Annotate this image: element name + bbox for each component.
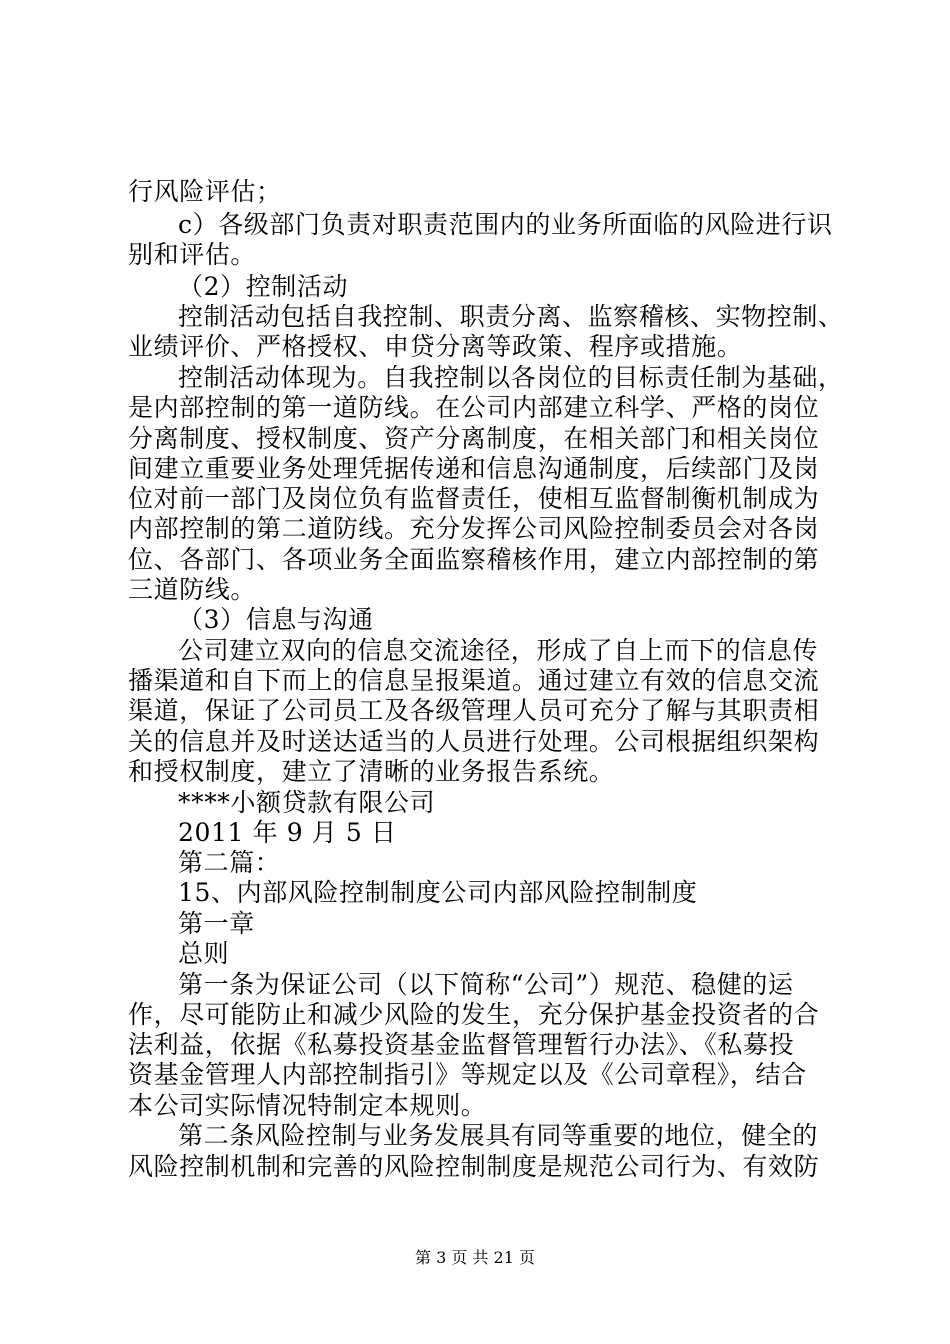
text-line: 是内部控制的第一道防线。在公司内部建立科学、严格的岗位 [128,393,820,422]
text-line: 控制活动体现为。自我控制以各岗位的目标责任制为基础， [178,363,844,392]
text-line: 位、各部门、各项业务全面监察稽核作用，建立内部控制的第 [128,545,820,574]
text-line: 间建立重要业务处理凭据传递和信息沟通制度，后续部门及岗 [128,454,820,483]
text-line: 控制活动包括自我控制、职责分离、监察稽核、实物控制、 [178,302,844,331]
text-line: 关的信息并及时送达适当的人员进行处理。公司根据组织架构 [128,727,820,756]
text-line: 行风险评估； [128,177,282,206]
text-line: 内部控制的第二道防线。充分发挥公司风险控制委员会对各岗 [128,514,820,543]
signature-date: 2011 年 9 月 5 日 [178,818,397,847]
text-line: 本公司实际情况特制定本规则。 [128,1091,487,1120]
chapter-heading: 第一章 [178,909,255,938]
text-line: 三道防线。 [128,575,257,604]
text-line: 分离制度、授权制度、资产分离制度，在相关部门和相关岗位 [128,424,820,453]
text-line: 位对前一部门及岗位负有监督责任，使相互监督制衡机制成为 [128,484,820,513]
text-line: 渠道，保证了公司员工及各级管理人员可充分了解与其职责相 [128,696,820,725]
text-line: 作，尽可能防止和减少风险的发生，充分保护基金投资者的合 [128,1000,820,1029]
text-line: 第二条风险控制与业务发展具有同等重要的地位，健全的 [178,1121,819,1150]
text-line: 资基金管理人内部控制指引》等规定以及《公司章程》，结合 [128,1060,807,1089]
company-signature: ****小额贷款有限公司 [178,788,436,817]
text-line: 第一条为保证公司（以下简称“公司”）规范、稳健的运 [178,970,794,999]
text-line: 风险控制机制和完善的风险控制制度是规范公司行为、有效防 [128,1152,820,1181]
text-line: 别和评估。 [128,240,257,269]
text-line: 和授权制度，建立了清晰的业务报告系统。 [128,757,615,786]
page-number-footer: 第 3 页 共 21 页 [415,1248,535,1267]
chapter-title: 总则 [178,939,230,968]
text-line: 播渠道和自下而上的信息呈报渠道。通过建立有效的信息交流 [128,666,820,695]
section-heading: （3）信息与沟通 [178,605,374,634]
section-heading: （2）控制活动 [178,272,349,301]
text-line: c）各级部门负责对职责范围内的业务所面临的风险进行识 [178,210,833,239]
text-line: 公司建立双向的信息交流途径，形成了自上而下的信息传 [178,636,819,665]
part-heading: 第二篇： [178,848,281,877]
text-line: 法利益，依据《私募投资基金监督管理暂行办法》、《私募投 [128,1030,795,1059]
text-line: 业绩评价、严格授权、申贷分离等政策、程序或措施。 [128,332,743,361]
document-title: 15、内部风险控制制度公司内部风险控制制度 [178,878,698,907]
